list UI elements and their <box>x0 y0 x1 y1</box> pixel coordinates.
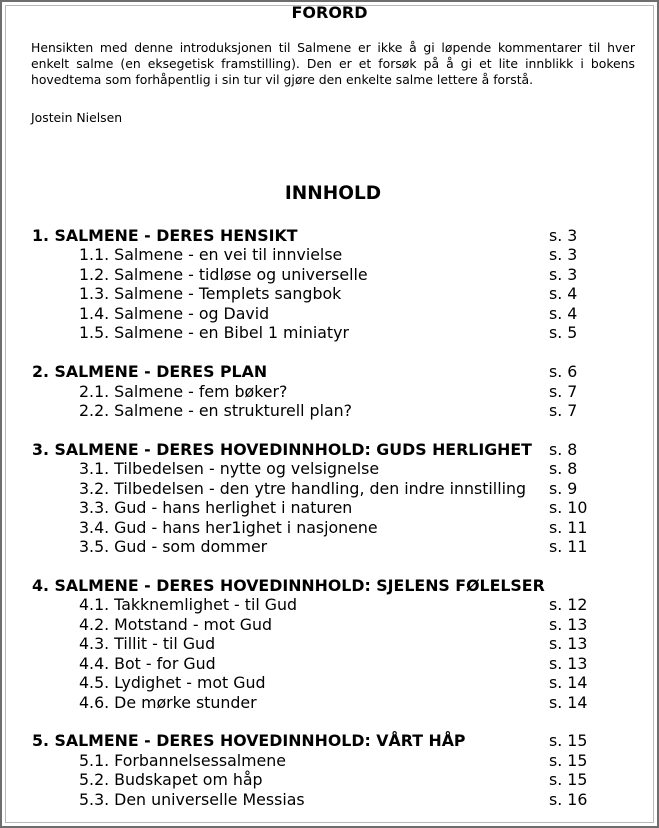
toc-page-ref: s. 5 <box>549 323 578 343</box>
toc-section-5-1[interactable] <box>0 751 659 770</box>
toc-section-title: 4.5. Lydighet - mot Gud <box>79 673 266 693</box>
toc-chapter-2[interactable] <box>0 362 659 381</box>
toc-page-ref: s. 3 <box>549 245 578 265</box>
toc-section-3-4[interactable] <box>0 518 659 537</box>
toc-section-1-2[interactable] <box>0 265 659 284</box>
toc-page-ref: s. 11 <box>549 537 588 556</box>
toc-section-title: 4.2. Motstand - mot Gud <box>79 614 273 634</box>
toc-section-title: 2.1. Salmene - fem bøker? <box>79 381 288 401</box>
toc-page-ref: s. 11 <box>549 517 588 537</box>
toc-page-ref: s. 9 <box>549 478 578 498</box>
toc-section-title: 4.6. De mørke stunder <box>79 692 257 712</box>
toc-section-title: 4.3. Tillit - til Gud <box>79 634 216 654</box>
toc-chapter-title: 1. SALMENE - DERES HENSIKT <box>32 226 298 245</box>
toc-page-ref: s. 4 <box>549 303 578 323</box>
toc-page-ref: s. 13 <box>549 634 588 654</box>
toc-section-1-3[interactable] <box>0 284 659 303</box>
toc-section-3-1[interactable] <box>0 459 659 478</box>
toc-page-ref: s. 14 <box>549 673 588 693</box>
toc-page-ref: s. 8 <box>549 439 578 459</box>
toc-page-ref: s. 3 <box>549 226 578 245</box>
toc-section-title: 3.1. Tilbedelsen - nytte og velsignelse <box>79 459 380 479</box>
toc-section-1-5[interactable] <box>0 323 659 342</box>
toc-page-ref: s. 14 <box>549 692 588 712</box>
toc-spacer <box>0 712 659 731</box>
toc-section-title: 1.1. Salmene - en vei til innvielse <box>79 245 343 265</box>
toc-page-ref: s. 4 <box>549 284 578 304</box>
author-name: Jostein Nielsen <box>31 110 123 125</box>
toc-spacer <box>0 420 659 439</box>
toc-section-title: 1.3. Salmene - Templets sangbok <box>79 284 342 304</box>
toc-section-5-2[interactable] <box>0 770 659 789</box>
toc-chapter-3[interactable] <box>0 440 659 459</box>
toc-chapter-5[interactable] <box>0 731 659 750</box>
toc-section-3-5[interactable] <box>0 537 659 556</box>
toc-section-title: 3.5. Gud - som dommer <box>79 537 268 556</box>
toc-section-title: 3.2. Tilbedelsen - den ytre handling, den indre innstilling <box>79 478 527 498</box>
toc-section-5-3[interactable] <box>0 790 659 809</box>
forord-paragraph: Hensikten med denne introduksjonen til Salmene er ikke å gi løpende kommentarer til hver enkelt salme (en eksegetisk framstilling). Den er et forsøk på å gi et lite innblikk i bokens hovedtema som forhåpentlig i sin tur vil gjøre den enkelte salme lettere å forstå. <box>31 40 635 87</box>
toc-page-ref: s. 15 <box>549 770 588 790</box>
innhold-heading: INNHOLD <box>284 183 382 204</box>
forord-heading: FORORD <box>291 3 368 22</box>
toc-page-ref: s. 15 <box>549 731 588 751</box>
toc-page-ref: s. 8 <box>549 459 578 479</box>
toc-section-4-6[interactable] <box>0 693 659 712</box>
toc-section-title: 1.5. Salmene - en Bibel 1 miniatyr <box>79 323 349 343</box>
toc-page-ref: s. 13 <box>549 614 588 634</box>
table-of-contents <box>0 226 659 809</box>
toc-section-4-3[interactable] <box>0 634 659 653</box>
toc-section-1-1[interactable] <box>0 245 659 264</box>
toc-section-title: 5.3. Den universelle Messias <box>79 789 305 809</box>
toc-section-4-1[interactable] <box>0 595 659 614</box>
toc-section-title: 3.4. Gud - hans her1ighet i nasjonene <box>79 517 378 537</box>
toc-section-4-2[interactable] <box>0 615 659 634</box>
toc-section-3-2[interactable] <box>0 479 659 498</box>
toc-page-ref: s. 10 <box>549 498 588 518</box>
toc-page-ref: s. 3 <box>549 264 578 284</box>
toc-section-2-1[interactable] <box>0 382 659 401</box>
toc-section-3-3[interactable] <box>0 498 659 517</box>
toc-section-4-4[interactable] <box>0 654 659 673</box>
toc-chapter-4[interactable] <box>0 576 659 595</box>
toc-page-ref: s. 7 <box>549 400 578 420</box>
toc-page-ref: s. 13 <box>549 653 588 673</box>
toc-chapter-title: 4. SALMENE - DERES HOVEDINNHOLD: SJELENS FØLELSER <box>32 575 545 595</box>
toc-section-2-2[interactable] <box>0 401 659 420</box>
toc-chapter-title: 2. SALMENE - DERES PLAN <box>32 362 268 382</box>
toc-section-title: 5.1. Forbannelsessalmene <box>79 750 287 770</box>
toc-chapter-title: 5. SALMENE - DERES HOVEDINNHOLD: VÅRT HÅP <box>32 731 466 751</box>
toc-section-title: 4.4. Bot - for Gud <box>79 653 216 673</box>
toc-chapter-1[interactable] <box>0 226 659 245</box>
toc-section-title: 1.4. Salmene - og David <box>79 303 270 323</box>
toc-section-title: 2.2. Salmene - en strukturell plan? <box>79 400 353 420</box>
toc-page-ref: s. 15 <box>549 750 588 770</box>
toc-page-ref: s. 6 <box>549 362 578 382</box>
toc-spacer <box>0 343 659 362</box>
toc-section-title: 4.1. Takknemlighet - til Gud <box>79 595 298 615</box>
toc-spacer <box>0 556 659 575</box>
toc-page-ref: s. 7 <box>549 381 578 401</box>
toc-section-title: 5.2. Budskapet om håp <box>79 770 263 790</box>
toc-section-title: 3.3. Gud - hans herlighet i naturen <box>79 498 353 518</box>
toc-section-1-4[interactable] <box>0 304 659 323</box>
toc-page-ref: s. 16 <box>549 789 588 809</box>
toc-chapter-title: 3. SALMENE - DERES HOVEDINNHOLD: GUDS HERLIGHET <box>32 439 532 459</box>
toc-section-title: 1.2. Salmene - tidløse og universelle <box>79 264 368 284</box>
toc-page-ref: s. 12 <box>549 595 588 615</box>
toc-section-4-5[interactable] <box>0 673 659 692</box>
